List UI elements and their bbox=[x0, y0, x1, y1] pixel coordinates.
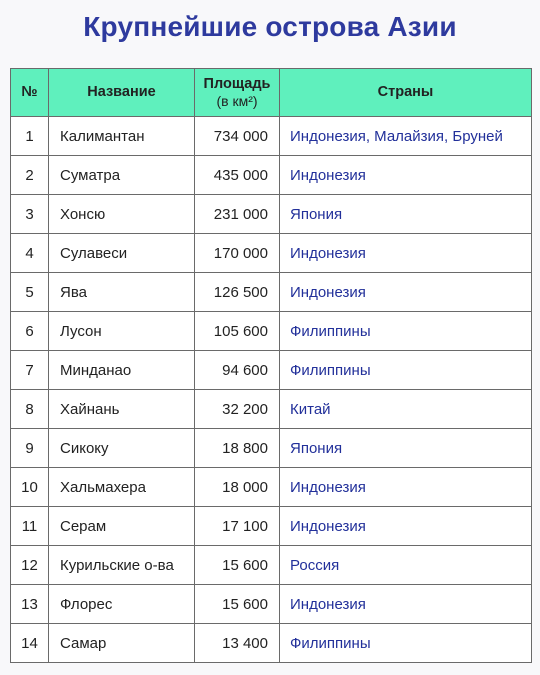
cell-area: 15 600 bbox=[195, 585, 280, 624]
cell-num: 11 bbox=[11, 507, 49, 546]
cell-countries: Индонезия, Малайзия, Бруней bbox=[280, 117, 532, 156]
cell-name: Серам bbox=[49, 507, 195, 546]
table-header-row bbox=[11, 69, 532, 117]
cell-num: 7 bbox=[11, 351, 49, 390]
islands-table bbox=[10, 68, 532, 663]
header-countries: Страны bbox=[280, 69, 532, 117]
table-row bbox=[11, 117, 532, 156]
cell-num: 1 bbox=[11, 117, 49, 156]
cell-name: Курильские о-ва bbox=[49, 546, 195, 585]
cell-name: Хонсю bbox=[49, 195, 195, 234]
table-row bbox=[11, 585, 532, 624]
table-row bbox=[11, 234, 532, 273]
cell-num: 3 bbox=[11, 195, 49, 234]
cell-countries: Япония bbox=[280, 429, 532, 468]
cell-area: 231 000 bbox=[195, 195, 280, 234]
cell-countries: Индонезия bbox=[280, 234, 532, 273]
cell-area: 105 600 bbox=[195, 312, 280, 351]
table-row bbox=[11, 156, 532, 195]
table-row bbox=[11, 312, 532, 351]
cell-countries: Китай bbox=[280, 390, 532, 429]
cell-countries: Индонезия bbox=[280, 585, 532, 624]
page-title: Крупнейшие острова Азии bbox=[83, 11, 457, 42]
cell-countries: Индонезия bbox=[280, 507, 532, 546]
cell-area: 18 800 bbox=[195, 429, 280, 468]
table-row bbox=[11, 195, 532, 234]
cell-area: 17 100 bbox=[195, 507, 280, 546]
cell-countries: Россия bbox=[280, 546, 532, 585]
header-area-unit: (в км²) bbox=[216, 92, 258, 109]
cell-name: Ява bbox=[49, 273, 195, 312]
cell-area: 15 600 bbox=[195, 546, 280, 585]
cell-name: Сикоку bbox=[49, 429, 195, 468]
cell-name: Минданао bbox=[49, 351, 195, 390]
cell-num: 13 bbox=[11, 585, 49, 624]
header-area-label: Площадь bbox=[203, 75, 271, 92]
table-row bbox=[11, 273, 532, 312]
table-row bbox=[11, 507, 532, 546]
cell-num: 6 bbox=[11, 312, 49, 351]
cell-area: 18 000 bbox=[195, 468, 280, 507]
cell-name: Калимантан bbox=[49, 117, 195, 156]
cell-num: 2 bbox=[11, 156, 49, 195]
cell-area: 435 000 bbox=[195, 156, 280, 195]
cell-num: 9 bbox=[11, 429, 49, 468]
header-num: № bbox=[11, 69, 49, 117]
cell-countries: Филиппины bbox=[280, 351, 532, 390]
cell-name: Сулавеси bbox=[49, 234, 195, 273]
cell-countries: Индонезия bbox=[280, 156, 532, 195]
cell-name: Хайнань bbox=[49, 390, 195, 429]
cell-num: 8 bbox=[11, 390, 49, 429]
table-row bbox=[11, 624, 532, 663]
cell-area: 126 500 bbox=[195, 273, 280, 312]
cell-name: Хальмахера bbox=[49, 468, 195, 507]
cell-area: 94 600 bbox=[195, 351, 280, 390]
table-row bbox=[11, 351, 532, 390]
header-area bbox=[195, 69, 280, 117]
cell-name: Суматра bbox=[49, 156, 195, 195]
table-row bbox=[11, 468, 532, 507]
table-row bbox=[11, 390, 532, 429]
table-row bbox=[11, 429, 532, 468]
cell-num: 12 bbox=[11, 546, 49, 585]
cell-num: 14 bbox=[11, 624, 49, 663]
cell-countries: Филиппины bbox=[280, 312, 532, 351]
cell-countries: Филиппины bbox=[280, 624, 532, 663]
cell-num: 10 bbox=[11, 468, 49, 507]
cell-name: Лусон bbox=[49, 312, 195, 351]
cell-area: 170 000 bbox=[195, 234, 280, 273]
cell-area: 734 000 bbox=[195, 117, 280, 156]
header-name: Название bbox=[49, 69, 195, 117]
cell-countries: Индонезия bbox=[280, 273, 532, 312]
cell-countries: Япония bbox=[280, 195, 532, 234]
cell-area: 32 200 bbox=[195, 390, 280, 429]
cell-countries: Индонезия bbox=[280, 468, 532, 507]
cell-num: 5 bbox=[11, 273, 49, 312]
table-body bbox=[11, 117, 532, 663]
cell-num: 4 bbox=[11, 234, 49, 273]
table-row bbox=[11, 546, 532, 585]
cell-name: Флорес bbox=[49, 585, 195, 624]
cell-area: 13 400 bbox=[195, 624, 280, 663]
cell-name: Самар bbox=[49, 624, 195, 663]
